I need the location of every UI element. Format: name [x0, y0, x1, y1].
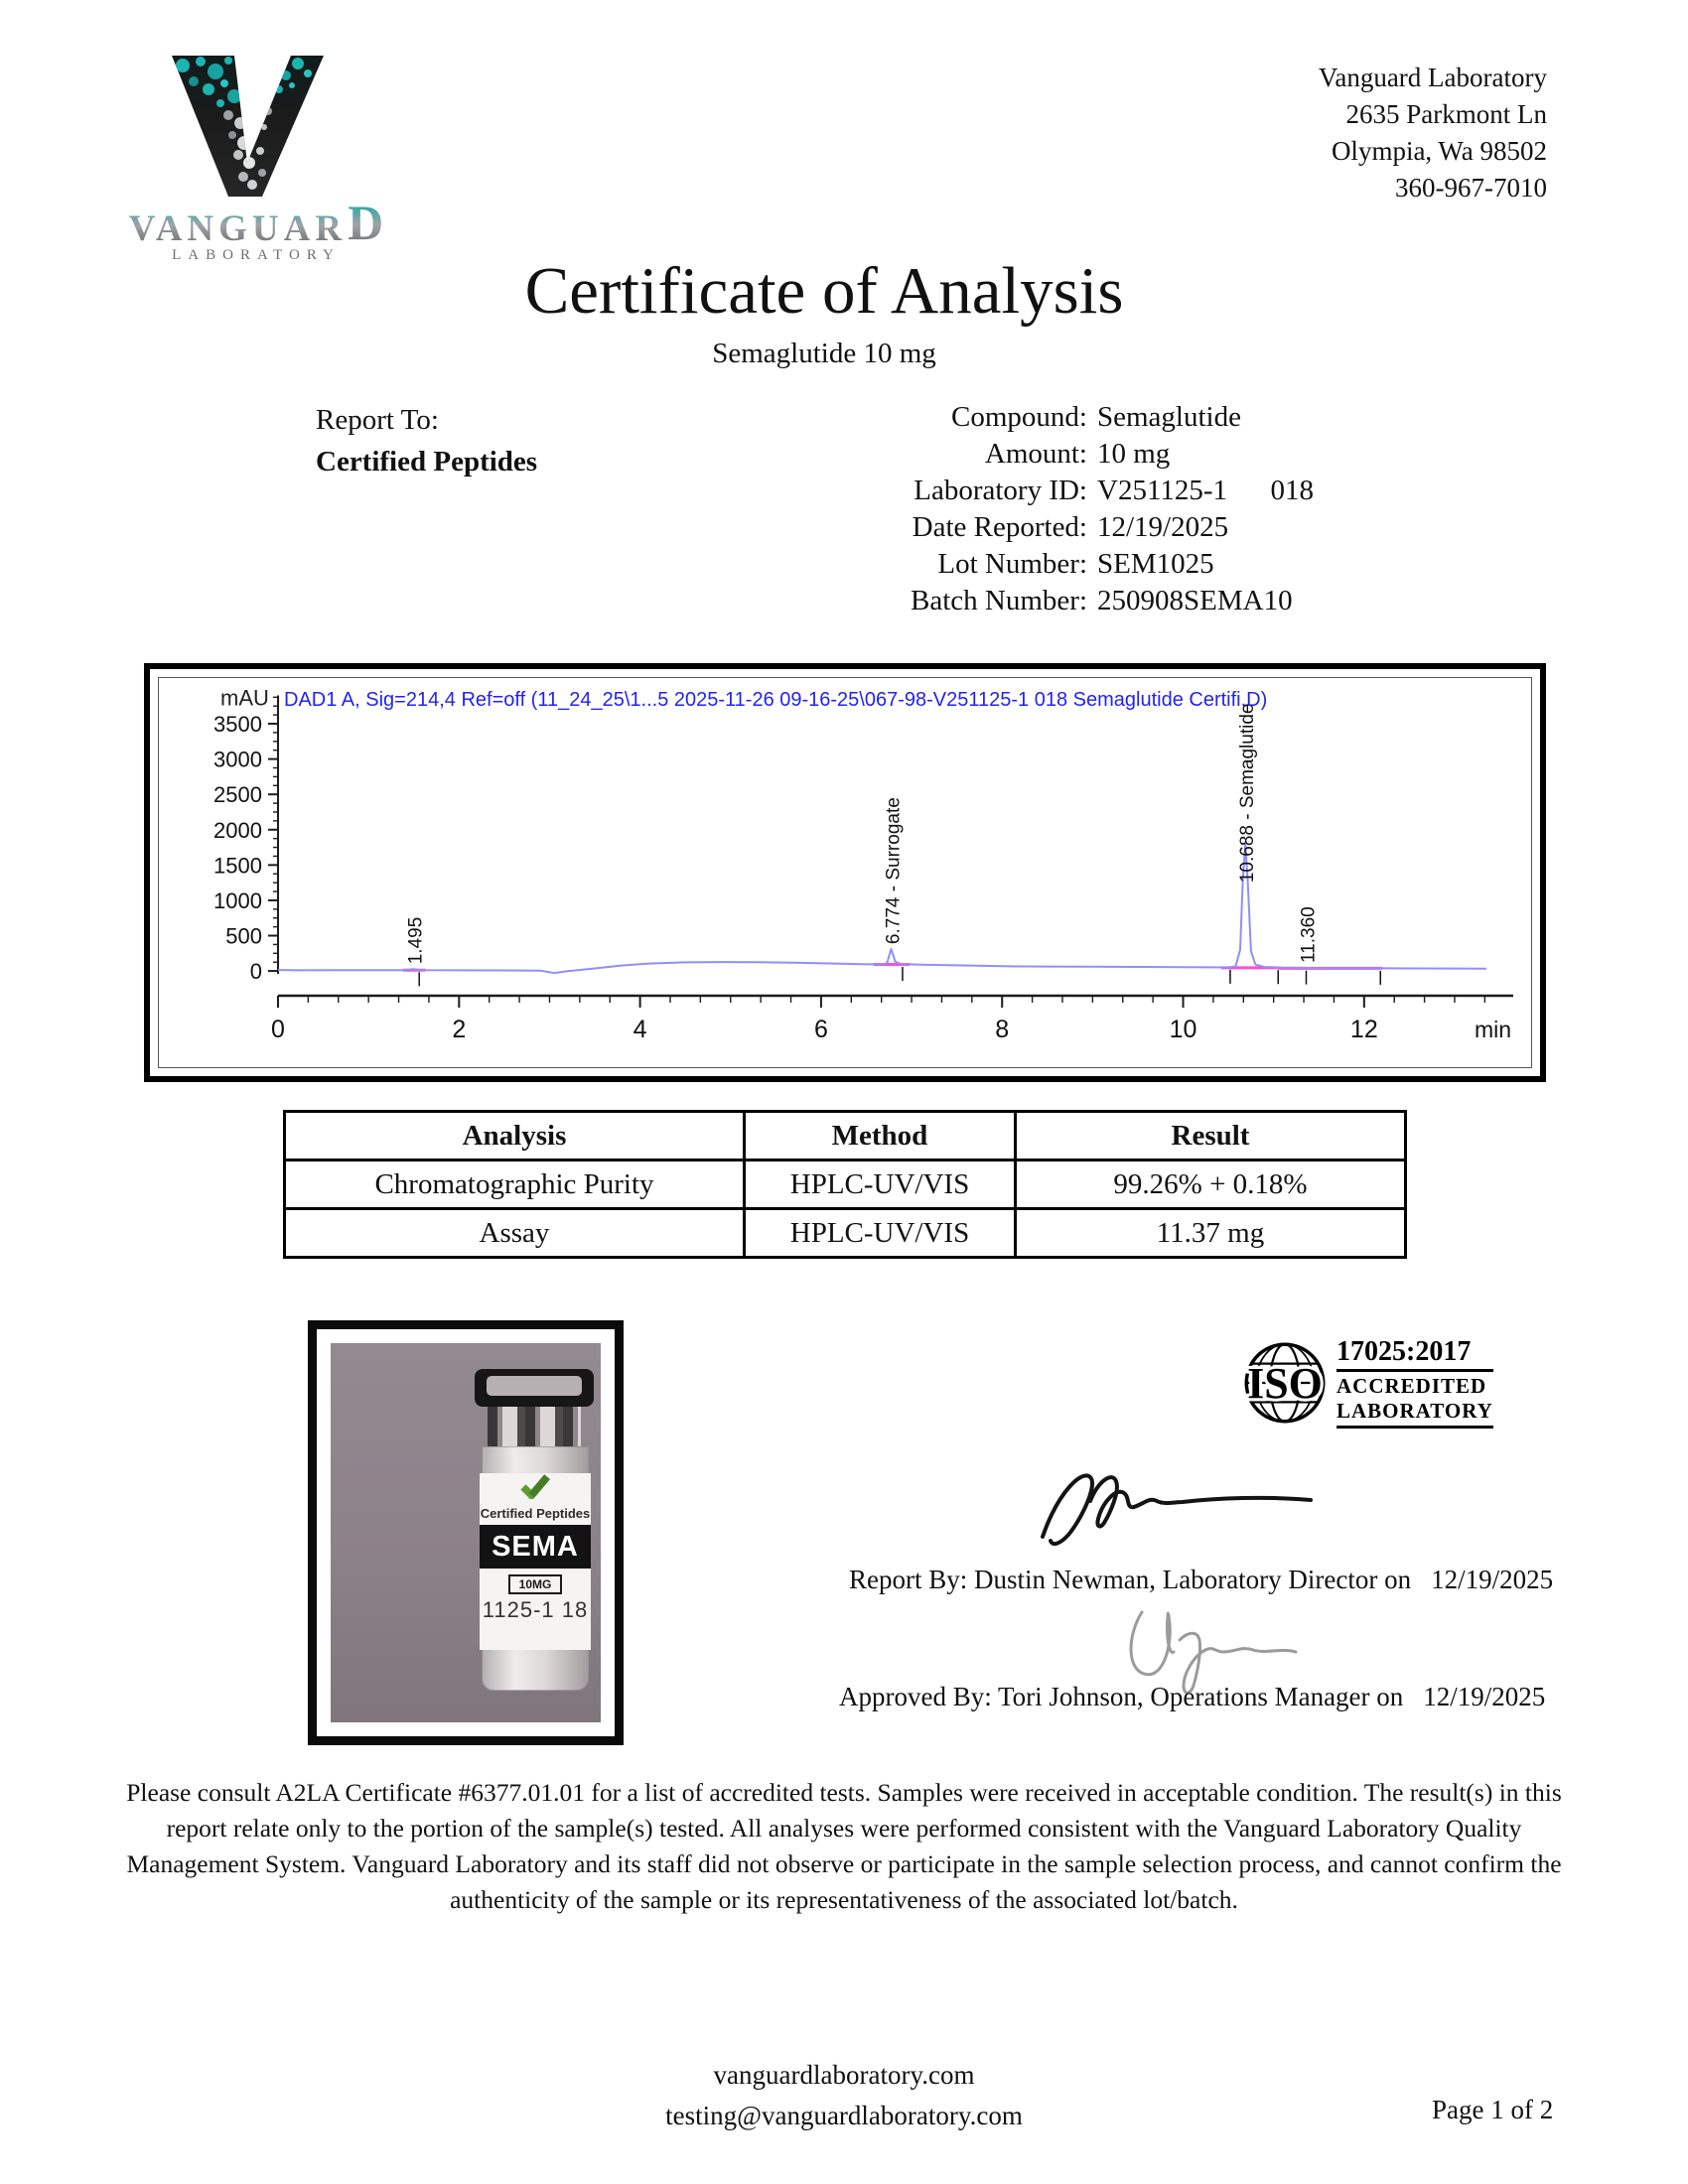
- vial-lot-number: 1125-1 18: [482, 1597, 589, 1622]
- info-value: Semaglutide: [1097, 401, 1241, 433]
- vanguard-logo: [117, 52, 395, 264]
- vial-photo: [331, 1343, 601, 1722]
- cell-method: HPLC-UV/VIS: [745, 1160, 1016, 1209]
- svg-text:2500: 2500: [213, 782, 262, 808]
- vial-product-code: SEMA: [480, 1525, 591, 1569]
- svg-text:11.360: 11.360: [1298, 906, 1320, 963]
- report-to-label: Report To:: [316, 404, 439, 436]
- document-subtitle: Semaglutide 10 mg: [712, 338, 936, 369]
- wordmark-d: D: [348, 195, 384, 250]
- svg-text:1.495: 1.495: [405, 916, 427, 965]
- svg-text:2000: 2000: [213, 817, 262, 843]
- iso-globe-icon: [1241, 1339, 1329, 1427]
- info-row: [794, 509, 1314, 546]
- approved-date: 12/19/2025: [1423, 1682, 1546, 1711]
- iso-accredited: ACCREDITED: [1336, 1374, 1487, 1398]
- results-table: [283, 1110, 1407, 1259]
- lab-address: [1319, 60, 1547, 206]
- disclaimer-paragraph: Please consult A2LA Certificate #6377.01.01 for a list of accredited tests. Samples were received in acceptable condition. The result(s) in this report relate only to the portion of the sample(s) tested. All analyses were performed consistent with the Vanguard Laboratory Quality Management System. Vanguard Laboratory and its staff did not observe or participate in the sample selection process, and cannot confirm the authenticity of the sample or its representativeness of the associated lot/batch.: [126, 1778, 1562, 1914]
- footer-website: vanguardlaboratory.com: [713, 2060, 975, 2090]
- svg-text:0: 0: [249, 959, 262, 985]
- wordmark-sublabel: LABORATORY: [172, 247, 341, 263]
- table-row: [285, 1160, 1406, 1209]
- header-method: Method: [745, 1112, 1016, 1160]
- svg-text:1000: 1000: [213, 887, 262, 913]
- info-value: 12/19/2025: [1097, 511, 1229, 543]
- info-value: V251125-1 018: [1097, 475, 1315, 506]
- svg-text:DAD1 A, Sig=214,4 Ref=off (11_: DAD1 A, Sig=214,4 Ref=off (11_24_25\1...5 2025-11-26 09-16-25\067-98-V251125-1 018 Semaglutide Certifi.D): [284, 689, 1268, 711]
- chromatogram-svg: [159, 678, 1533, 1067]
- wordmark-main: VANGUAR: [128, 207, 348, 249]
- svg-text:6.774 - Surrogate: 6.774 - Surrogate: [883, 797, 905, 945]
- director-signature: [1023, 1461, 1331, 1562]
- vial-strength: 10MG: [508, 1574, 563, 1594]
- address-line: 2635 Parkmont Ln: [1345, 99, 1547, 129]
- report-to-block: [316, 399, 537, 482]
- report-date: 12/19/2025: [1431, 1565, 1554, 1594]
- cell-result: 11.37 mg: [1016, 1209, 1406, 1258]
- info-label: Amount:: [984, 438, 1087, 470]
- header-analysis: Analysis: [285, 1112, 745, 1160]
- approved-by-line: [839, 1682, 1545, 1712]
- info-label: Compound:: [951, 401, 1087, 433]
- iso-standard: 17025:2017: [1336, 1336, 1493, 1372]
- info-label: Laboratory ID:: [914, 475, 1087, 506]
- chromatogram-panel: [144, 663, 1546, 1082]
- svg-text:0: 0: [271, 1016, 285, 1043]
- svg-text:500: 500: [225, 923, 262, 949]
- chromatogram-plot: [158, 677, 1532, 1068]
- client-name: Certified Peptides: [316, 446, 538, 478]
- info-value: SEM1025: [1097, 548, 1214, 580]
- svg-text:10: 10: [1169, 1016, 1197, 1043]
- iso-accreditation-badge: [1241, 1336, 1493, 1429]
- vial-photo-frame: [308, 1320, 624, 1745]
- info-row: [794, 399, 1314, 436]
- info-label: Date Reported:: [912, 511, 1087, 543]
- vanguard-wordmark: [117, 195, 395, 250]
- table-header-row: [285, 1112, 1406, 1160]
- vanguard-v-icon: [117, 52, 375, 201]
- cell-analysis: Assay: [285, 1209, 745, 1258]
- svg-text:12: 12: [1349, 1016, 1378, 1043]
- cell-analysis: Chromatographic Purity: [285, 1160, 745, 1209]
- header-result: Result: [1016, 1112, 1406, 1160]
- cell-method: HPLC-UV/VIS: [745, 1209, 1016, 1258]
- info-label: Lot Number:: [937, 548, 1087, 580]
- info-row: [794, 583, 1314, 619]
- info-label: Batch Number:: [911, 585, 1087, 616]
- svg-text:3500: 3500: [213, 712, 262, 738]
- certified-peptides-check-icon: [518, 1473, 552, 1499]
- sample-info-block: [794, 399, 1314, 619]
- table-row: [285, 1209, 1406, 1258]
- cell-result: 99.26% + 0.18%: [1016, 1160, 1406, 1209]
- document-title: Certificate of Analysis: [524, 254, 1124, 328]
- vial-cap: [475, 1369, 594, 1407]
- vial-brand: Certified Peptides: [480, 1506, 591, 1521]
- svg-text:1500: 1500: [213, 853, 262, 879]
- vial-label: [480, 1473, 591, 1650]
- info-row: [794, 436, 1314, 473]
- svg-text:6: 6: [813, 1016, 828, 1043]
- svg-text:3000: 3000: [213, 747, 262, 772]
- info-row: [794, 473, 1314, 509]
- info-row: [794, 546, 1314, 583]
- iso-letters: ISO: [1247, 1358, 1323, 1408]
- address-line: Olympia, Wa 98502: [1331, 136, 1547, 166]
- page-number: Page 1 of 2: [1432, 2095, 1554, 2124]
- svg-text:4: 4: [633, 1016, 647, 1043]
- info-value: 10 mg: [1097, 438, 1171, 470]
- info-value: 250908SEMA10: [1097, 585, 1293, 616]
- svg-text:mAU: mAU: [220, 685, 269, 711]
- iso-laboratory: LABORATORY: [1336, 1399, 1493, 1429]
- svg-text:10.688 - Semaglutide: 10.688 - Semaglutide: [1237, 703, 1259, 884]
- address-line: Vanguard Laboratory: [1318, 63, 1547, 92]
- iso-text-block: [1336, 1336, 1493, 1429]
- report-by-text: Report By: Dustin Newman, Laboratory Director on: [849, 1565, 1412, 1594]
- address-line: 360-967-7010: [1395, 173, 1547, 203]
- vial-crimp: [488, 1407, 581, 1446]
- report-by-line: [849, 1565, 1553, 1595]
- footer-email: testing@vanguardlaboratory.com: [665, 2101, 1023, 2130]
- vial-cap-top: [487, 1376, 582, 1396]
- product-vial: [480, 1369, 591, 1689]
- vial-body: [482, 1446, 589, 1691]
- svg-text:2: 2: [452, 1016, 467, 1043]
- svg-text:min: min: [1474, 1017, 1511, 1042]
- approved-by-text: Approved By: Tori Johnson, Operations Manager on: [839, 1682, 1404, 1711]
- svg-text:8: 8: [995, 1016, 1010, 1043]
